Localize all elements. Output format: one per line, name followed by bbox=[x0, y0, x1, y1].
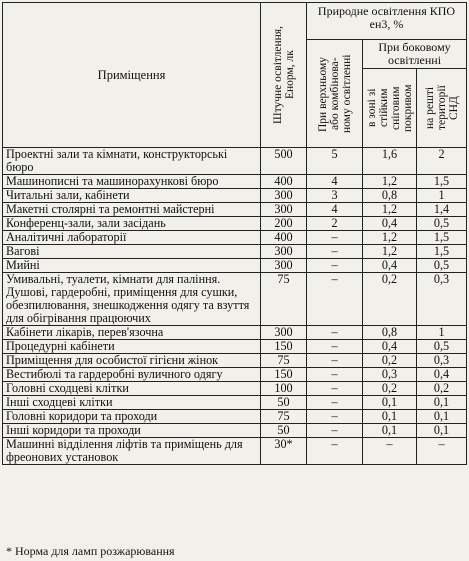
top-lighting-cell: – bbox=[307, 259, 363, 273]
rest-cis-cell: 0,2 bbox=[417, 382, 467, 396]
rest-cis-cell: 0,4 bbox=[417, 368, 467, 382]
top-lighting-cell: – bbox=[307, 410, 363, 424]
snow-zone-cell: 1,2 bbox=[363, 203, 417, 217]
table-row bbox=[3, 354, 467, 368]
lux-cell: 30* bbox=[261, 438, 307, 465]
table-row bbox=[3, 148, 467, 175]
snow-zone-cell: 0,4 bbox=[363, 259, 417, 273]
top-lighting-cell: 5 bbox=[307, 148, 363, 175]
snow-zone-cell: 0,3 bbox=[363, 368, 417, 382]
table-row bbox=[3, 231, 467, 245]
table-row bbox=[3, 273, 467, 326]
table-row bbox=[3, 410, 467, 424]
snow-zone-cell: 0,1 bbox=[363, 410, 417, 424]
header-side-lighting: При боковому освітленні bbox=[363, 40, 467, 69]
rest-cis-cell: 1,5 bbox=[417, 175, 467, 189]
snow-zone-cell: 0,4 bbox=[363, 340, 417, 354]
snow-zone-cell: 0,2 bbox=[363, 354, 417, 368]
lux-cell: 100 bbox=[261, 382, 307, 396]
snow-zone-cell: 0,4 bbox=[363, 217, 417, 231]
lux-cell: 150 bbox=[261, 340, 307, 354]
rest-cis-cell: 0,1 bbox=[417, 396, 467, 410]
table-row bbox=[3, 175, 467, 189]
header-top-combined bbox=[307, 40, 363, 148]
room-cell: Макетні столярні та ремонтні майстерні bbox=[3, 203, 261, 217]
top-lighting-cell: – bbox=[307, 424, 363, 438]
room-cell: Кабінети лікарів, перев'язочна bbox=[3, 326, 261, 340]
rest-cis-cell: 1,4 bbox=[417, 203, 467, 217]
lux-cell: 200 bbox=[261, 217, 307, 231]
header-top-combined-text: При верхньому або комбінова- ному освітленні bbox=[316, 54, 353, 133]
header-snow-zone-text: в зоні зі стійким сніговим покривом bbox=[366, 84, 414, 132]
room-cell: Машинописні та машинорахункові бюро bbox=[3, 175, 261, 189]
table-row bbox=[3, 424, 467, 438]
rest-cis-cell: 0,5 bbox=[417, 340, 467, 354]
snow-zone-cell: 0,2 bbox=[363, 382, 417, 396]
top-lighting-cell: – bbox=[307, 340, 363, 354]
lux-cell: 300 bbox=[261, 326, 307, 340]
top-lighting-cell: 2 bbox=[307, 217, 363, 231]
snow-zone-cell: 0,2 bbox=[363, 273, 417, 326]
room-cell: Мийні bbox=[3, 259, 261, 273]
room-cell: Машинні відділення ліфтів та приміщень для фреонових установок bbox=[3, 438, 261, 465]
table-row bbox=[3, 340, 467, 354]
rest-cis-cell: 0,1 bbox=[417, 410, 467, 424]
rest-cis-cell: 0,5 bbox=[417, 259, 467, 273]
snow-zone-cell: 0,1 bbox=[363, 424, 417, 438]
header-natural-lighting: Природне освітлення КПО ен3, % bbox=[307, 3, 467, 40]
rest-cis-cell: 1 bbox=[417, 189, 467, 203]
top-lighting-cell: – bbox=[307, 382, 363, 396]
lux-cell: 75 bbox=[261, 410, 307, 424]
lighting-norms-table bbox=[2, 2, 467, 465]
snow-zone-cell: 1,2 bbox=[363, 175, 417, 189]
table-row bbox=[3, 382, 467, 396]
table-row bbox=[3, 259, 467, 273]
room-cell: Інші коридори та проходи bbox=[3, 424, 261, 438]
snow-zone-cell: 1,2 bbox=[363, 245, 417, 259]
top-lighting-cell: – bbox=[307, 368, 363, 382]
lux-cell: 150 bbox=[261, 368, 307, 382]
room-cell: Проектні зали та кімнати, конструкторські бюро bbox=[3, 148, 261, 175]
rest-cis-cell: 1,5 bbox=[417, 245, 467, 259]
table-row bbox=[3, 438, 467, 465]
footnote: * Норма для ламп розжарювання bbox=[6, 544, 175, 558]
snow-zone-cell: 0,1 bbox=[363, 396, 417, 410]
top-lighting-cell: – bbox=[307, 326, 363, 340]
rest-cis-cell: 0,3 bbox=[417, 273, 467, 326]
top-lighting-cell: 3 bbox=[307, 189, 363, 203]
header-artificial-text: Штучне освітлення, Енорм, лк bbox=[271, 26, 296, 124]
rest-cis-cell: 1,5 bbox=[417, 231, 467, 245]
room-cell: Умивальні, туалети, кімнати для паління. Душові, гардеробні, приміщення для сушки, обезпилювання, знешкодження одягу та взуття для обігрівання працюючих bbox=[3, 273, 261, 326]
top-lighting-cell: – bbox=[307, 273, 363, 326]
table-row bbox=[3, 396, 467, 410]
top-lighting-cell: – bbox=[307, 396, 363, 410]
lux-cell: 300 bbox=[261, 203, 307, 217]
room-cell: Приміщення для особистої гігієни жінок bbox=[3, 354, 261, 368]
table-body bbox=[3, 148, 467, 465]
lux-cell: 50 bbox=[261, 396, 307, 410]
table-row bbox=[3, 326, 467, 340]
lux-cell: 300 bbox=[261, 189, 307, 203]
table-row bbox=[3, 245, 467, 259]
lux-cell: 50 bbox=[261, 424, 307, 438]
snow-zone-cell: 1,6 bbox=[363, 148, 417, 175]
top-lighting-cell: 4 bbox=[307, 203, 363, 217]
top-lighting-cell: – bbox=[307, 354, 363, 368]
rest-cis-cell: – bbox=[417, 438, 467, 465]
room-cell: Головні коридори та проходи bbox=[3, 410, 261, 424]
rest-cis-cell: 0,3 bbox=[417, 354, 467, 368]
rest-cis-cell: 2 bbox=[417, 148, 467, 175]
lux-cell: 400 bbox=[261, 175, 307, 189]
room-cell: Конференц-зали, зали засідань bbox=[3, 217, 261, 231]
room-cell: Читальні зали, кабінети bbox=[3, 189, 261, 203]
rest-cis-cell: 1 bbox=[417, 326, 467, 340]
header-premises: Приміщення bbox=[3, 3, 261, 148]
header-rest-cis bbox=[417, 69, 467, 148]
top-lighting-cell: 4 bbox=[307, 175, 363, 189]
room-cell: Процедурні кабінети bbox=[3, 340, 261, 354]
snow-zone-cell: 0,8 bbox=[363, 189, 417, 203]
top-lighting-cell: – bbox=[307, 231, 363, 245]
table-row bbox=[3, 203, 467, 217]
snow-zone-cell: – bbox=[363, 438, 417, 465]
lux-cell: 300 bbox=[261, 259, 307, 273]
snow-zone-cell: 1,2 bbox=[363, 231, 417, 245]
room-cell: Інші сходцеві клітки bbox=[3, 396, 261, 410]
snow-zone-cell: 0,8 bbox=[363, 326, 417, 340]
lux-cell: 400 bbox=[261, 231, 307, 245]
room-cell: Вестибюлі та гардеробні вуличного одягу bbox=[3, 368, 261, 382]
top-lighting-cell: – bbox=[307, 245, 363, 259]
lux-cell: 300 bbox=[261, 245, 307, 259]
header-snow-zone bbox=[363, 69, 417, 148]
header-rest-cis-text: на решті території СНД bbox=[423, 85, 460, 131]
top-lighting-cell: – bbox=[307, 438, 363, 465]
lux-cell: 500 bbox=[261, 148, 307, 175]
room-cell: Вагові bbox=[3, 245, 261, 259]
rest-cis-cell: 0,1 bbox=[417, 424, 467, 438]
rest-cis-cell: 0,5 bbox=[417, 217, 467, 231]
table-row bbox=[3, 189, 467, 203]
room-cell: Головні сходцеві клітки bbox=[3, 382, 261, 396]
table-row bbox=[3, 217, 467, 231]
lux-cell: 75 bbox=[261, 273, 307, 326]
header-artificial-lighting bbox=[261, 3, 307, 148]
lux-cell: 75 bbox=[261, 354, 307, 368]
room-cell: Аналітичні лабораторії bbox=[3, 231, 261, 245]
table-row bbox=[3, 368, 467, 382]
